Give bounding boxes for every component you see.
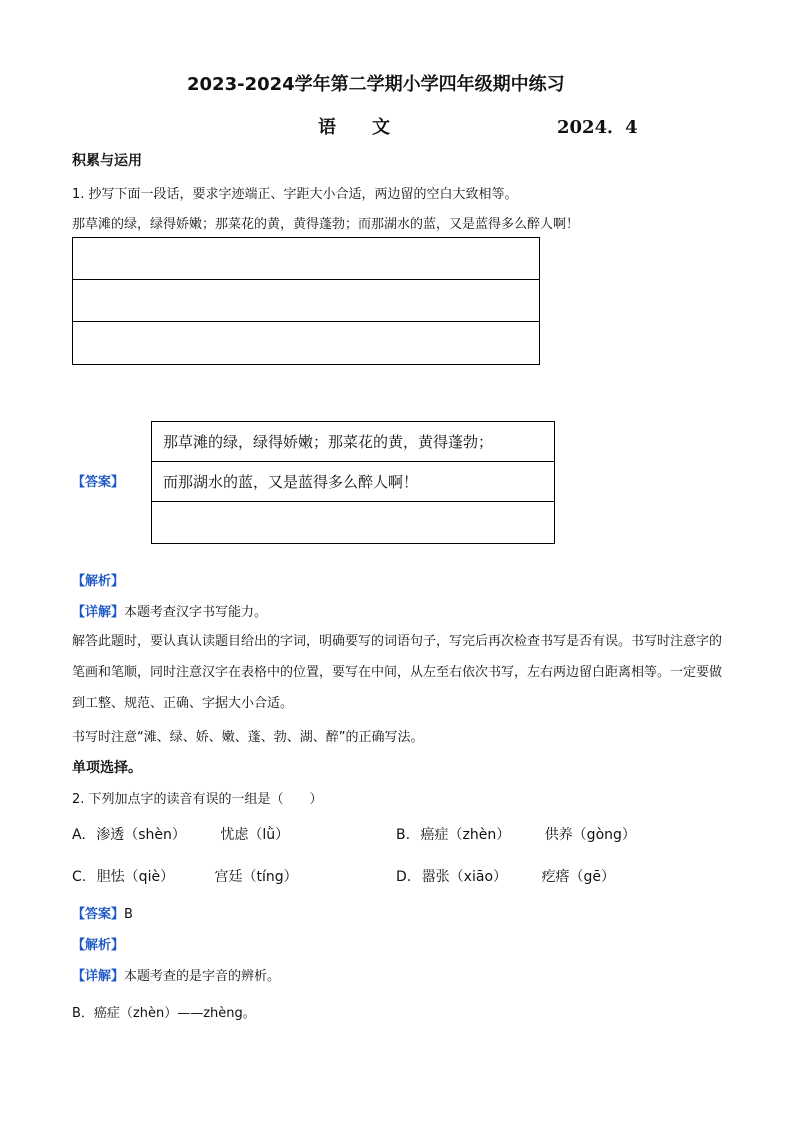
detail-label-2: 【详解】 bbox=[72, 969, 125, 984]
option-c-word-2: 宫廷（tíng） bbox=[214, 869, 298, 885]
subject-name: 语 文 bbox=[318, 117, 390, 138]
answer-line-q2 bbox=[72, 903, 133, 922]
answer-writing-grid bbox=[151, 421, 555, 544]
question-2-prompt: 2. 下列加点字的读音有误的一组是（ ） bbox=[72, 792, 323, 807]
detail-text-2: 本题考查的是字音的辨析。 bbox=[124, 969, 281, 984]
answer-label-1: 【答案】 bbox=[72, 475, 125, 490]
section-heading-accumulation: 积累与运用 bbox=[72, 153, 142, 169]
option-b-word-2: 供养（gòng） bbox=[544, 827, 636, 843]
writing-line-2[interactable] bbox=[73, 280, 539, 322]
question-1-passage: 那草滩的绿，绿得娇嫩；那菜花的黄，黄得蓬勃；而那湖水的蓝，又是蓝得多么醉人啊！ bbox=[72, 217, 580, 232]
exam-title: 2023-2024学年第二学期小学四年级期中练习 bbox=[187, 74, 565, 95]
answer-line-1: 那草滩的绿，绿得娇嫩；那菜花的黄，黄得蓬勃； bbox=[152, 422, 554, 462]
exam-date: 2024．4 bbox=[557, 117, 638, 138]
option-b-word-1: 癌症（zhèn） bbox=[420, 827, 511, 843]
option-d-word-1: 嚣张（xiāo） bbox=[421, 869, 508, 885]
writing-line-3[interactable] bbox=[73, 322, 539, 364]
answer-line-2: 而那湖水的蓝，又是蓝得多么醉人啊！ bbox=[152, 462, 554, 502]
detail-label-1: 【详解】 bbox=[72, 605, 125, 620]
correction-line: B．癌症（zhèn）——zhèng。 bbox=[72, 1006, 256, 1021]
writing-line-1[interactable] bbox=[73, 238, 539, 280]
detail-line-1 bbox=[72, 601, 267, 620]
explanation-paragraph: 解答此题时，要认真认读题目给出的字词，明确要写的词语句子，写完后再次检查书写是否有误。书写时注意字的笔画和笔顺，同时注意汉字在表格中的位置，要写在中间，从左至右依次书写，左右两边留白距离相等。一定要做到工整、规范、正确、字据大小合适。 bbox=[72, 634, 723, 711]
answer-line-3 bbox=[152, 502, 554, 543]
answer-label-2: 【答案】 bbox=[72, 907, 125, 922]
option-c-word-1: 胆怯（qiè） bbox=[96, 869, 175, 885]
option-d-letter: D. bbox=[396, 869, 412, 885]
option-a-letter: A. bbox=[72, 827, 86, 843]
option-a[interactable] bbox=[72, 824, 289, 844]
option-c-letter: C. bbox=[72, 869, 87, 885]
copy-writing-grid bbox=[72, 237, 540, 365]
detail-line-2 bbox=[72, 965, 280, 984]
writing-note: 书写时注意“滩、绿、娇、嫩、蓬、勃、湖、醉”的正确写法。 bbox=[72, 730, 424, 745]
option-b[interactable] bbox=[396, 824, 636, 844]
option-d[interactable] bbox=[396, 866, 615, 886]
analysis-label-1: 【解析】 bbox=[72, 574, 125, 589]
analysis-label-2: 【解析】 bbox=[72, 938, 125, 953]
question-1-prompt: 1. 抄写下面一段话，要求字迹端正、字距大小合适，两边留的空白大致相等。 bbox=[72, 187, 518, 202]
option-c[interactable] bbox=[72, 866, 298, 886]
option-a-word-2: 忧虑（lǜ） bbox=[220, 827, 290, 843]
detail-text-1: 本题考查汉字书写能力。 bbox=[124, 605, 268, 620]
option-a-word-1: 渗透（shèn） bbox=[96, 827, 186, 843]
answer-value-2: B bbox=[124, 907, 133, 922]
option-d-word-2: 疙瘩（gē） bbox=[541, 869, 615, 885]
section-heading-single-choice: 单项选择。 bbox=[72, 760, 142, 776]
option-b-letter: B. bbox=[396, 827, 411, 843]
